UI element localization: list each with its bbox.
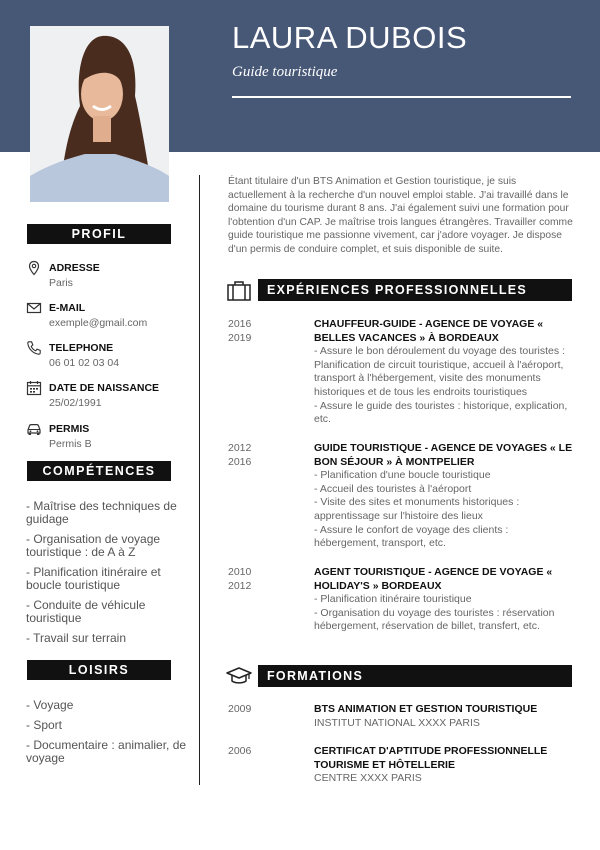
list-item: - Planification itinéraire et boucle touristique: [26, 565, 161, 592]
title-divider: [232, 96, 571, 98]
education-year: 2006: [228, 745, 252, 757]
education-entry: [314, 745, 576, 786]
envelope-icon: [26, 300, 42, 316]
year-start: 2012: [228, 442, 252, 454]
list-item: - Organisation de voyage touristique : de A à Z: [26, 532, 161, 559]
briefcase-icon: [226, 279, 252, 303]
contact-label: ADRESSE: [49, 262, 100, 274]
contact-label: DATE DE NAISSANCE: [49, 382, 160, 394]
year-end: 2012: [228, 579, 252, 592]
contact-value: exemple@gmail.com: [49, 317, 148, 329]
education-entry: [314, 703, 576, 730]
list-item: - Travail sur terrain: [26, 631, 127, 645]
car-icon: [26, 421, 42, 437]
calendar-icon: [26, 380, 42, 396]
year-end: 2019: [228, 331, 252, 344]
hobbies-heading: LOISIRS: [27, 660, 171, 680]
contact-value: 25/02/1991: [49, 397, 102, 409]
list-item: - Conduite de véhicule touristique: [26, 598, 146, 625]
education-heading: FORMATIONS: [258, 665, 572, 687]
experience-entry: [314, 442, 576, 551]
contact-label: TELEPHONE: [49, 342, 114, 354]
profile-summary: Étant titulaire d'un BTS Animation et Gestion touristique, je suis actuellement à la recherche d'un nouvel emploi stable. J'ai travaillé dans le domaine du tourisme durant 8 ans. J'ai également suivi une formation pour l'obtention d'un CAP. Je maîtrise trois langues étrangères. Travailler comme guide touristique me passionne vivement, car j'adore voyager. Je dispose d'un permis de conduire complet, et suis disponible de suite.: [228, 176, 573, 255]
entry-description: - Planification d'une boucle touristique - Accueil des touristes à l'aéroport - Visite des sites et monuments historiques : apprentissage sur l'histoire des lieux - Assure le confort de voyage des clients : hébergement, transport, etc.: [314, 469, 520, 550]
experience-heading: EXPÉRIENCES PROFESSIONNELLES: [258, 279, 572, 301]
experience-years: [228, 318, 288, 345]
graduation-cap-icon: [226, 664, 252, 688]
list-item: - Maîtrise des techniques de guidage: [26, 499, 177, 526]
list-item: - Sport: [26, 718, 63, 732]
hobbies-list: [26, 699, 201, 772]
year-start: 2010: [228, 566, 252, 578]
experience-entry: [314, 318, 576, 427]
job-title: Guide touristique: [232, 64, 338, 80]
entry-school: CENTRE XXXX PARIS: [314, 772, 422, 785]
entry-title: AGENT TOURISTIQUE - AGENCE DE VOYAGE « HOLIDAY'S » BORDEAUX: [314, 566, 553, 592]
entry-school: INSTITUT NATIONAL XXXX PARIS: [314, 716, 480, 729]
skills-list: [26, 500, 196, 652]
list-item: - Voyage: [26, 698, 74, 712]
entry-description: - Assure le bon déroulement du voyage des touristes : Planification de circuit touristique, accueil à l'aéroport, transport à l'hébergement, visite des monuments historiques et de tous les endroits touristiques - Assure le guide des touristes : historique, explication, etc.: [314, 345, 568, 426]
contact-value: Paris: [49, 277, 73, 289]
profil-heading: PROFIL: [27, 224, 171, 244]
entry-title: GUIDE TOURISTIQUE - AGENCE DE VOYAGES « LE BON SÉJOUR » À MONTPELIER: [314, 442, 573, 468]
contact-value: 06 01 02 03 04: [49, 357, 120, 369]
column-divider: [199, 175, 200, 785]
phone-icon: [26, 340, 42, 356]
experience-entry: [314, 566, 576, 634]
entry-title: CHAUFFEUR-GUIDE - AGENCE DE VOYAGE « BELLES VACANCES » À BORDEAUX: [314, 318, 544, 344]
contact-label: E-MAIL: [49, 302, 86, 314]
experience-years: [228, 442, 288, 469]
list-item: - Documentaire : animalier, de voyage: [26, 738, 187, 765]
contact-value: Permis B: [49, 438, 92, 450]
entry-description: - Planification itinéraire touristique - Organisation du voyage des touristes : réservation hébergement, réservation de billet, transfert, etc.: [314, 593, 555, 633]
experience-years: [228, 566, 288, 593]
location-pin-icon: [26, 260, 42, 276]
contact-label: PERMIS: [49, 423, 90, 435]
candidate-name: LAURA DUBOIS: [232, 20, 468, 55]
entry-title: BTS ANIMATION ET GESTION TOURISTIQUE: [314, 703, 538, 715]
profile-photo: [30, 26, 169, 202]
year-end: 2016: [228, 455, 252, 468]
education-year: 2009: [228, 703, 252, 715]
entry-title: CERTIFICAT D'APTITUDE PROFESSIONNELLE TOURISME ET HÔTELLERIE: [314, 745, 548, 771]
skills-heading: COMPÉTENCES: [27, 461, 171, 481]
year-start: 2016: [228, 318, 252, 330]
